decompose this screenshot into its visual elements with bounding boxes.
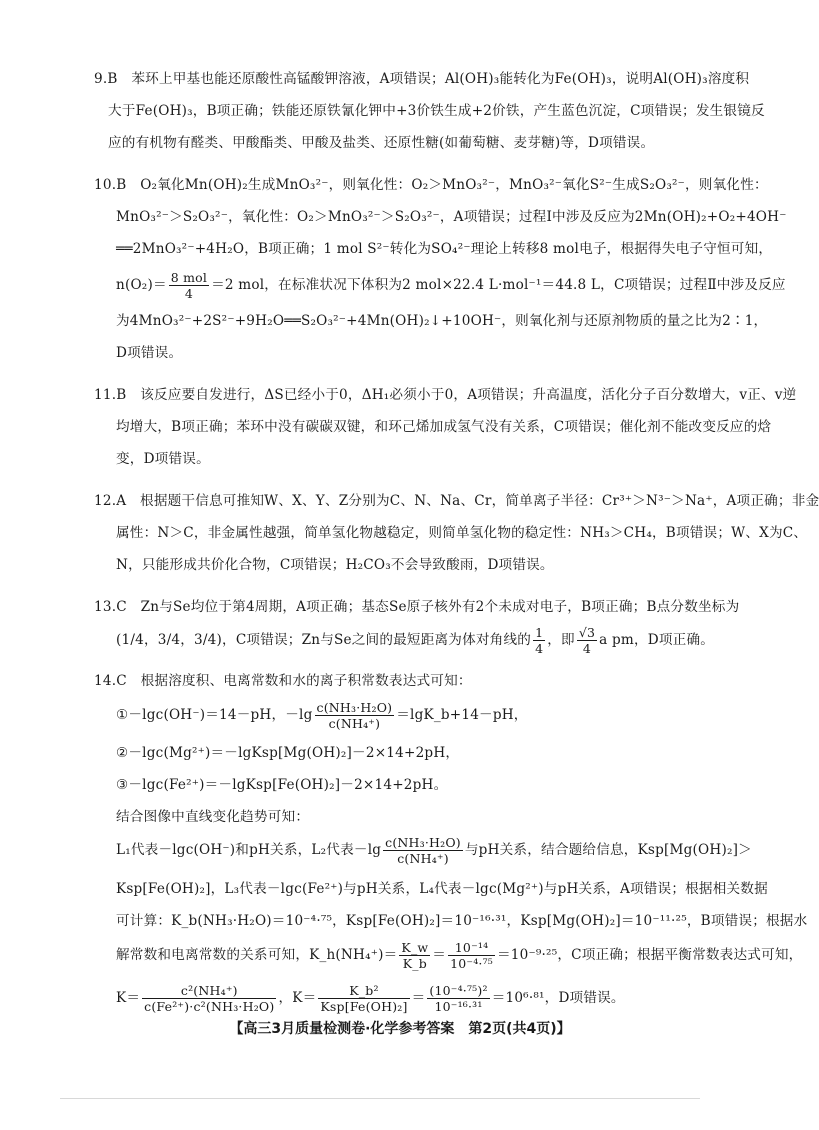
q11-line-3: 变，D项错误。 — [116, 451, 210, 467]
page-footer: 【高三3月质量检测卷·化学参考答案 第2页(共4页)】 — [229, 1021, 571, 1037]
q14-line-2: 结合图像中直线变化趋势可知： — [116, 809, 310, 825]
fraction-numerator: c²(NH₄⁺) — [142, 983, 276, 999]
fraction-numerator: √3 — [578, 625, 596, 640]
fraction-denominator: c(NH₄⁺) — [397, 851, 449, 866]
q14-eq-2: ②－lgc(Mg²⁺)＝－lgKsp[Mg(OH)₂]－2×14+2pH， — [116, 745, 460, 761]
q14-text: ，K＝ — [278, 990, 317, 1006]
fraction-denominator: 4 — [582, 641, 592, 656]
fraction-numerator: (10⁻⁴·⁷⁵)² — [429, 983, 488, 998]
q13-line-2 — [116, 620, 740, 660]
fraction-numerator: K_w — [401, 940, 429, 955]
q12-line-3: N，只能形成共价化合物，C项错误；H₂CO₃不会导致酸雨，D项错误。 — [116, 557, 554, 573]
q14-text: ＝ — [432, 947, 447, 963]
fraction-numerator: c(NH₃·H₂O) — [385, 835, 461, 850]
q14-text: 解常数和电离常数的关系可知，K_h(NH₄⁺)＝ — [116, 947, 398, 963]
q12-line-2: 属性：N＞C，非金属性越强，简单氢化物越稳定，则简单氢化物的稳定性：NH₃＞CH₄，B项错误；W、X为C、 — [116, 525, 808, 541]
q14-line-4: Ksp[Fe(OH)₂]，L₃代表－lgc(Fe²⁺)与pH关系，L₄代表－lgc(Mg²⁺)与pH关系，A项错误；根据相关数据 — [116, 881, 768, 897]
fraction-denominator: c(NH₄⁺) — [328, 716, 381, 731]
fraction — [427, 983, 489, 1014]
q14-text: ＝ — [411, 990, 426, 1006]
q10-line-4 — [116, 265, 786, 305]
q10-line-6: D项错误。 — [116, 345, 183, 361]
fraction-denominator: K_b — [402, 956, 427, 971]
fraction-numerator: c(NH₃·H₂O) — [316, 700, 393, 715]
q13-line-1: 13.C Zn与Se均位于第4周期，A项正确；基态Se原子核外有2个未成对电子，B项正确；B点分数坐标为 — [94, 599, 740, 615]
fraction-numerator: K_b² — [318, 983, 409, 999]
bottom-divider — [60, 1098, 700, 1099]
q14-line-7 — [116, 978, 740, 1018]
fraction — [577, 625, 597, 656]
q11-line-2: 均增大，B项正确；苯环中没有碳碳双键，和环己烯加成氢气没有关系，C项错误；催化剂不能改变反应的焓 — [116, 419, 772, 435]
q14-eq-3: ③－lgc(Fe²⁺)＝－lgKsp[Fe(OH)₂]－2×14+2pH。 — [116, 777, 448, 793]
q11-line-1: 11.B 该反应要自发进行，ΔS已经小于0，ΔH₁必须小于0，A项错误；升高温度，活化分子百分数增大，v正、v逆 — [94, 387, 797, 403]
fraction — [399, 940, 430, 971]
q14-text: L₁代表－lgc(OH⁻)和pH关系，L₂代表－lg — [116, 842, 382, 858]
q14-line-5: 可计算：K_b(NH₃·H₂O)＝10⁻⁴·⁷⁵，Ksp[Fe(OH)₂]＝10⁻¹⁶·³¹，Ksp[Mg(OH)₂]＝10⁻¹¹·²⁵，B项错误；根据水 — [116, 913, 808, 929]
q10-line-1: 10.B O₂氧化Mn(OH)₂生成MnO₃²⁻，则氧化性：O₂＞MnO₃²⁻，MnO₃²⁻氧化S²⁻生成S₂O₃²⁻，则氧化性： — [94, 177, 768, 193]
fraction — [169, 270, 209, 301]
fraction-denominator: Ksp[Fe(OH)₂] — [320, 999, 408, 1014]
q14-text: ＝lgK_b+14－pH， — [396, 707, 528, 723]
q14-text: 与pH关系，结合题给信息，Ksp[Mg(OH)₂]＞ — [464, 842, 752, 858]
q10-line-3: ══2MnO₃²⁻+4H₂O，B项正确；1 mol S²⁻转化为SO₄²⁻理论上转移8 mol电子，根据得失电子守恒可知， — [116, 241, 773, 257]
q14-text: ①－lgc(OH⁻)＝14－pH，－lg — [116, 707, 313, 723]
fraction-numerator: 1 — [535, 625, 544, 640]
q10-text: ＝2 mol，在标准状况下体积为2 mol×22.4 L·mol⁻¹＝44.8 L，C项错误；过程Ⅱ中涉及反应 — [211, 277, 786, 293]
q14-line-1: 14.C 根据溶度积、电离常数和水的离子积常数表达式可知： — [94, 673, 472, 689]
q14-text: ＝10⁶·⁸¹，D项错误。 — [491, 990, 625, 1006]
q14-line-6 — [116, 935, 803, 975]
fraction-denominator: 10⁻¹⁶·³¹ — [434, 999, 483, 1014]
fraction-denominator: 10⁻⁴·⁷⁵ — [450, 956, 494, 971]
fraction-denominator: c(Fe²⁺)·c²(NH₃·H₂O) — [144, 999, 275, 1014]
fraction — [448, 940, 495, 971]
q13-text: ，即 — [547, 632, 575, 648]
q13-text: a pm，D项正确。 — [599, 632, 715, 648]
q9-line-2: 大于Fe(OH)₃，B项正确；铁能还原铁氰化钾中+3价铁生成+2价铁，产生蓝色沉淀，C项错误；发生银镜反 — [108, 103, 765, 119]
q9-line-3: 应的有机物有醛类、甲酸酯类、甲酸及盐类、还原性糖(如葡萄糖、麦芽糖)等，D项错误。 — [108, 135, 655, 151]
q14-line-3 — [116, 830, 752, 870]
q14-text: ＝10⁻⁹·²⁵，C项正确；根据平衡常数表达式可知， — [497, 947, 803, 963]
q14-text: K＝ — [116, 990, 141, 1006]
q13-text: (1/4，3/4，3/4)，C项错误；Zn与Se之间的最短距离为体对角线的 — [116, 632, 532, 648]
q10-line-2: MnO₃²⁻＞S₂O₃²⁻，氧化性：O₂＞MnO₃²⁻＞S₂O₃²⁻，A项错误；过程Ⅰ中涉及反应为2Mn(OH)₂+O₂+4OH⁻ — [116, 209, 787, 225]
fraction — [533, 625, 545, 656]
fraction-numerator: 10⁻¹⁴ — [448, 940, 495, 956]
q12-line-1: 12.A 根据题干信息可推知W、X、Y、Z分别为C、N、Na、Cr，简单离子半径：Cr³⁺＞N³⁻＞Na⁺，A项正确；非金 — [94, 493, 819, 509]
fraction — [318, 983, 409, 1014]
fraction-denominator: 4 — [535, 641, 544, 656]
q9-line-1: 9.B 苯环上甲基也能还原酸性高锰酸钾溶液，A项错误；Al(OH)₃能转化为Fe(OH)₃，说明Al(OH)₃溶度积 — [94, 71, 750, 87]
q10-line-5: 为4MnO₃²⁻+2S²⁻+9H₂O══S₂O₃²⁻+4Mn(OH)₂↓+10OH⁻，则氧化剂与还原剂物质的量之比为2∶1， — [116, 313, 768, 329]
fraction-denominator: 4 — [184, 286, 193, 301]
fraction — [142, 983, 276, 1014]
fraction-numerator: 8 mol — [170, 270, 208, 285]
q10-text: n(O₂)＝ — [116, 277, 167, 293]
fraction — [315, 700, 395, 731]
fraction — [383, 835, 463, 866]
q14-eq-1 — [116, 695, 740, 735]
